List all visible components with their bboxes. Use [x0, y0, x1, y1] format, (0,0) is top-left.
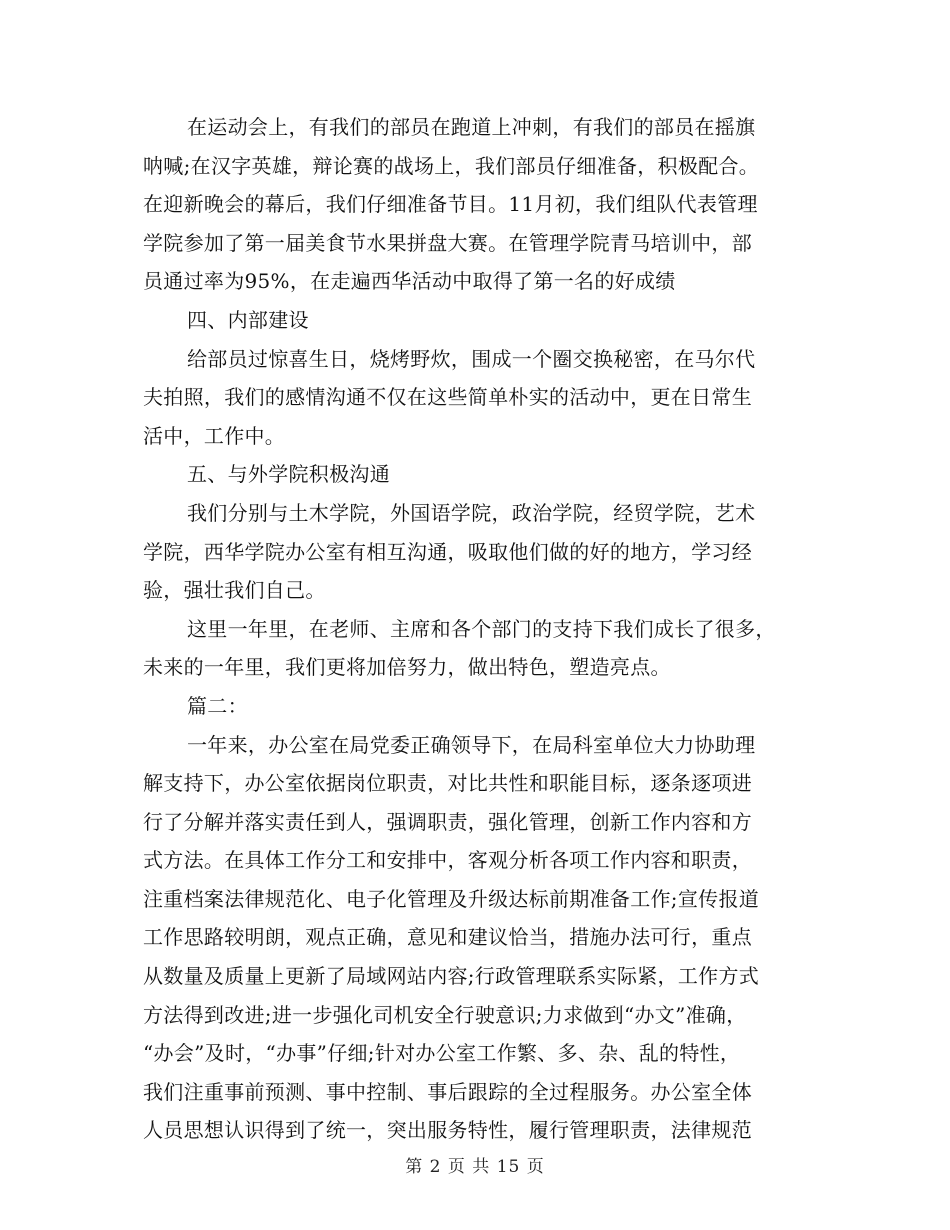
text-line: 我们注重事前预测、事中控制、事后跟踪的全过程服务。办公室全体 [143, 1079, 752, 1104]
text-line: 验，强壮我们自己。 [143, 578, 326, 603]
text-line: 行了分解并落实责任到人，强调职责，强化管理，创新工作内容和方 [143, 809, 752, 834]
text-line: 四、内部建设 [187, 307, 309, 332]
text-line: “办会”及时，“办事”仔细;针对办公室工作繁、多、杂、乱的特性， [143, 1041, 741, 1066]
text-line: 篇二： [187, 693, 248, 718]
text-line: 一年来，办公室在局党委正确领导下，在局科室单位大力协助理 [187, 732, 756, 757]
text-line: 工作思路较明朗，观点正确，意见和建议恰当，措施办法可行，重点 [143, 925, 752, 950]
text-line: 我们分别与土木学院，外国语学院，政治学院，经贸学院，艺术 [187, 500, 756, 525]
page-footer: 第 2 页 共 15 页 [405, 1157, 545, 1177]
text-line: 在运动会上，有我们的部员在跑道上冲刺，有我们的部员在摇旗 [187, 115, 756, 139]
text-line: 学院参加了第一届美食节水果拼盘大赛。在管理学院青马培训中，部 [143, 230, 752, 255]
text-line: 员通过率为95%，在走遍西华活动中取得了第一名的好成绩 [143, 269, 676, 294]
body-text [143, 108, 818, 1150]
text-line: 这里一年里，在老师、主席和各个部门的支持下我们成长了很多， [187, 616, 776, 641]
text-line: 夫拍照，我们的感情沟通不仅在这些简单朴实的活动中，更在日常生 [143, 385, 752, 410]
text-line: 五、与外学院积极沟通 [187, 462, 390, 487]
text-line: 呐喊;在汉字英雄，辩论赛的战场上，我们部员仔细准备，积极配合。 [143, 153, 760, 178]
text-line: 从数量及质量上更新了局域网站内容;行政管理联系实际紧，工作方式 [143, 964, 760, 989]
text-line: 未来的一年里，我们更将加倍努力，做出特色，塑造亮点。 [143, 655, 671, 680]
text-line: 在迎新晚会的幕后，我们仔细准备节目。11月初，我们组队代表管理 [143, 192, 758, 217]
text-line: 给部员过惊喜生日，烧烤野炊，围成一个圈交换秘密，在马尔代 [187, 346, 756, 371]
text-line: 人员思想认识得到了统一，突出服务特性，履行管理职责，法律规范 [143, 1118, 752, 1143]
text-line: 活中，工作中。 [143, 423, 286, 448]
text-line: 方法得到改进;进一步强化司机安全行驶意识;力求做到“办文”准确， [143, 1002, 747, 1027]
text-line: 解支持下，办公室依据岗位职责，对比共性和职能目标，逐条逐项进 [143, 771, 752, 796]
text-line: 注重档案法律规范化、电子化管理及升级达标前期准备工作;宣传报道 [143, 886, 760, 911]
text-line: 学院，西华学院办公室有相互沟通，吸取他们做的好的地方，学习经 [143, 539, 752, 564]
text-line: 式方法。在具体工作分工和安排中，客观分析各项工作内容和职责， [143, 848, 752, 873]
